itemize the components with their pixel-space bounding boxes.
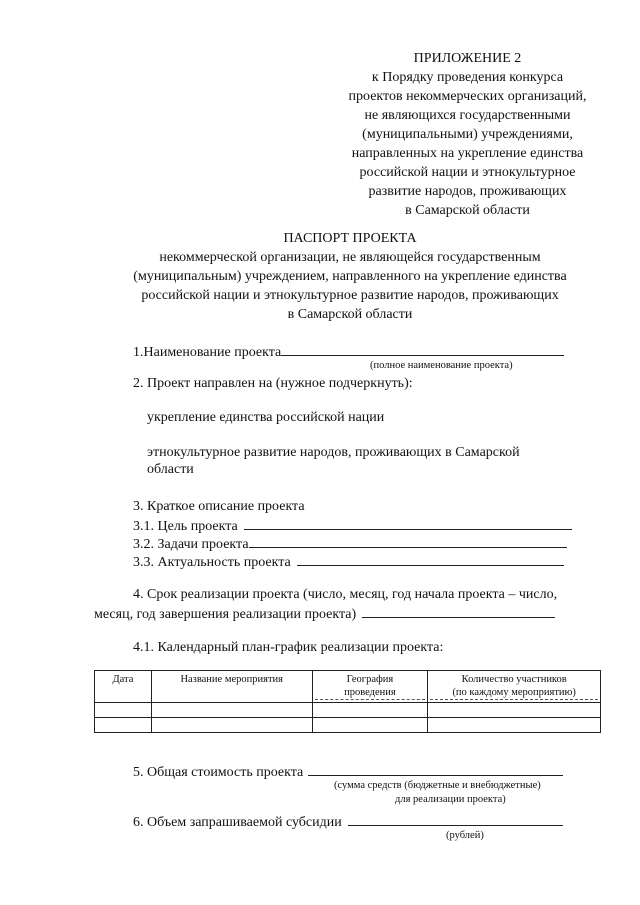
tasks-field[interactable]: [249, 534, 567, 548]
document-title: ПАСПОРТ ПРОЕКТА: [283, 231, 417, 246]
item-label: 3.2. Задачи проекта: [133, 537, 249, 552]
item-label: 3.3. Актуальность проекта: [133, 555, 291, 570]
appendix-block: [330, 50, 605, 221]
table-cell[interactable]: [312, 703, 428, 718]
item-label: 6. Объем запрашиваемой субсидии: [133, 815, 342, 830]
appendix-line: развитие народов, проживающих: [368, 184, 567, 199]
appendix-line: направленных на укрепление единства: [351, 146, 584, 161]
column-header-geography: География проведения: [312, 671, 428, 703]
item-total-cost: [133, 762, 563, 781]
direction-option-ethnocultural-cont[interactable]: области: [147, 462, 194, 477]
item-calendar-plan: 4.1. Календарный план-график реализации проекта:: [133, 640, 444, 655]
timeline-field[interactable]: [362, 604, 555, 618]
project-name-field[interactable]: [281, 342, 564, 356]
appendix-line: в Самарской области: [405, 203, 530, 218]
column-header-participants: Количество участников (по каждому мероприятию): [428, 671, 601, 703]
table-cell[interactable]: [428, 718, 601, 733]
item-goal: [133, 516, 572, 535]
appendix-line: к Порядку проведения конкурса: [371, 70, 564, 85]
table-cell[interactable]: [95, 718, 152, 733]
column-header-event: Название мероприятия: [151, 671, 312, 703]
appendix-line: не являющихся государственными: [364, 108, 571, 123]
table-cell[interactable]: [312, 718, 428, 733]
table-cell[interactable]: [151, 703, 312, 718]
appendix-line: проектов некоммерческих организаций,: [348, 89, 587, 104]
heading-line: (муниципальным) учреждением, направленного на укрепление единства: [133, 269, 567, 284]
document-heading: [60, 230, 640, 325]
item-timeline: 4. Срок реализации проекта (число, месяц, год начала проекта – число,: [133, 587, 558, 602]
appendix-line: российской нации и этнокультурное: [359, 165, 576, 180]
item-project-name: [133, 342, 564, 361]
table-cell[interactable]: [428, 703, 601, 718]
table-cell[interactable]: [95, 703, 152, 718]
table-cell[interactable]: [151, 718, 312, 733]
field-hint: для реализации проекта): [395, 794, 506, 805]
plan-table: [94, 670, 601, 733]
appendix-title: ПРИЛОЖЕНИЕ 2: [413, 51, 522, 66]
item-label: месяц, год завершения реализации проекта): [94, 607, 357, 622]
direction-option-unity[interactable]: укрепление единства российской нации: [147, 410, 385, 425]
item-relevance: [133, 552, 564, 571]
heading-line: в Самарской области: [287, 307, 413, 322]
appendix-line: (муниципальными) учреждениями,: [362, 127, 573, 142]
item-label: 3.1. Цель проекта: [133, 519, 238, 534]
item-tasks: [133, 534, 567, 553]
item-timeline-cont: [94, 604, 555, 623]
item-direction: 2. Проект направлен на (нужное подчеркнуть):: [133, 376, 413, 391]
heading-line: некоммерческой организации, не являющейся государственным: [159, 250, 541, 265]
field-hint: (полное наименование проекта): [370, 360, 513, 371]
total-cost-field[interactable]: [308, 762, 563, 776]
item-description: 3. Краткое описание проекта: [133, 499, 305, 514]
item-subsidy: [133, 812, 563, 831]
table-row: [95, 703, 601, 718]
goal-field[interactable]: [244, 516, 572, 530]
field-hint: (сумма средств (бюджетные и внебюджетные): [334, 780, 541, 791]
direction-option-ethnocultural[interactable]: этнокультурное развитие народов, проживающих в Самарской: [147, 445, 520, 460]
subsidy-field[interactable]: [348, 812, 563, 826]
heading-line: российской нации и этнокультурное развитие народов, проживающих: [141, 288, 559, 303]
field-hint: (рублей): [446, 830, 484, 841]
relevance-field[interactable]: [297, 552, 564, 566]
table-header-row: [95, 671, 601, 703]
item-label: 1.Наименование проекта: [133, 345, 282, 360]
item-label: 5. Общая стоимость проекта: [133, 765, 304, 780]
table-row: [95, 718, 601, 733]
column-header-date: Дата: [95, 671, 152, 703]
